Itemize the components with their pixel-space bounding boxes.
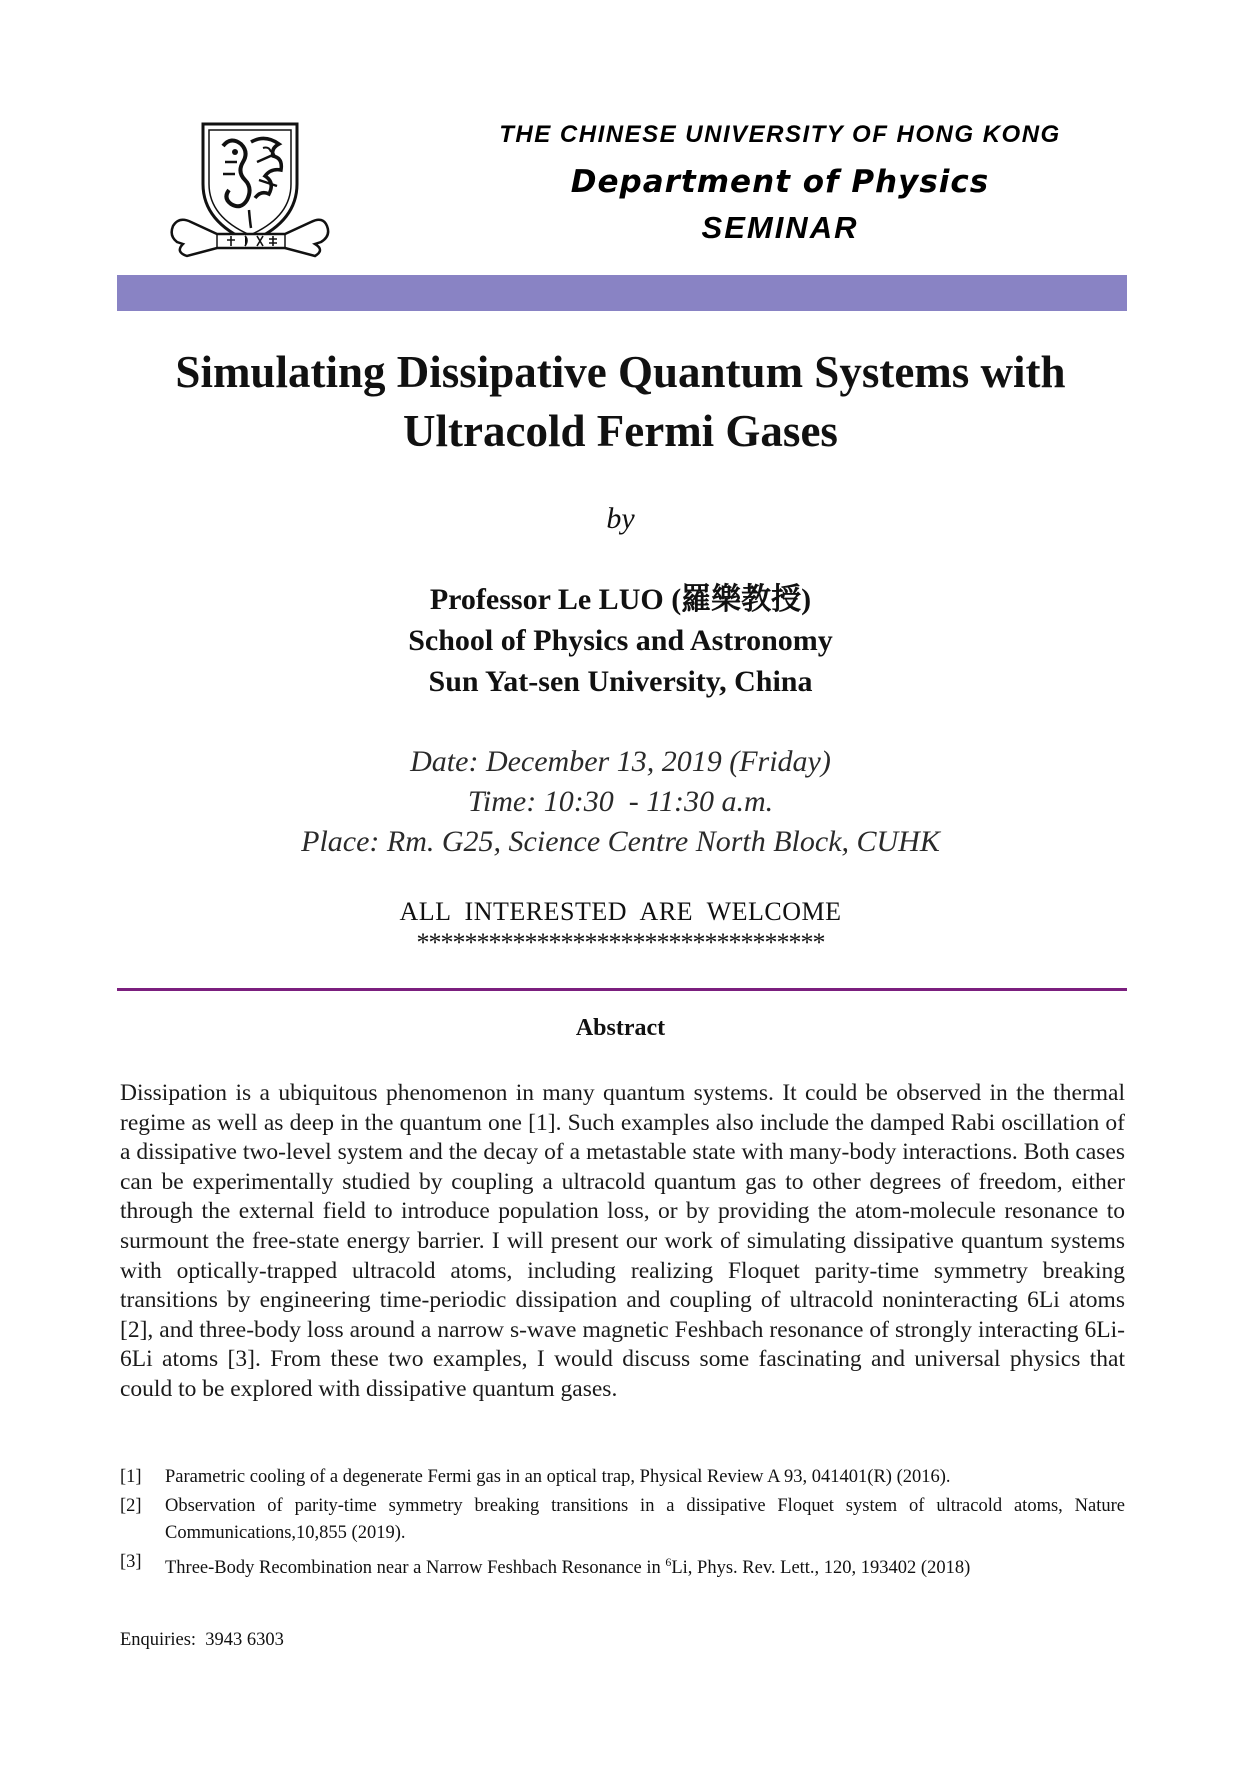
abstract-heading: Abstract [575, 1015, 666, 1041]
university-name: THE CHINESE UNIVERSITY OF HONG KONG [499, 121, 1061, 148]
speaker-block [0, 579, 1241, 702]
reference-number: [3] [120, 1552, 142, 1572]
reference-item [120, 1493, 1125, 1547]
department-name: Department of Physics [570, 164, 990, 200]
event-place: Place: Rm. G25, Science Centre North Block, CUHK [301, 825, 940, 858]
talk-title: Simulating Dissipative Quantum Systems with Ultracold Fermi Gases [175, 347, 1066, 456]
reference-item [120, 1549, 1125, 1582]
abstract-body: Dissipation is a ubiquitous phenomenon in many quantum systems. It could be observed in the thermal regime as well as deep in the quantum one [1]. Such examples also include the damped Rabi oscillation of a dissipative two-level system and the decay of a metastable state with many-body interactions. Both cases can be experimentally studied by coupling a ultracold quantum gas to other degrees of freedom, either through the external field to introduce population loss, or by providing the atom-molecule resonance to surmount the free-state energy barrier. I will present our work of simulating dissipative quantum systems with optically-trapped ultracold atoms, including realizing Floquet parity-time symmetry breaking transitions by engineering time-periodic dissipation and coupling of ultracold noninteracting 6Li atoms [2], and three-body loss around a narrow s-wave magnetic Feshbach resonance of strongly interacting 6Li-6Li atoms [3]. From these two examples, I would discuss some fascinating and universal physics that could to be explored with dissipative quantum gases. [120, 1080, 1125, 1402]
reference-number: [2] [120, 1496, 142, 1516]
reference-text-start: Three-Body Recombination near a Narrow Feshbach Resonance in [165, 1558, 666, 1579]
speaker-name: Professor Le LUO (羅樂教授) [429, 583, 812, 616]
isotope-superscript: 6 [665, 1555, 672, 1569]
cuhk-crest-icon [165, 118, 365, 268]
reference-text [165, 1549, 1125, 1582]
star-separator: ********************************** [416, 928, 825, 957]
speaker-school: School of Physics and Astronomy [408, 624, 833, 657]
header-bar [117, 275, 1127, 311]
welcome-message: ALL INTERESTED ARE WELCOME [399, 897, 842, 926]
event-time: Time: 10:30 - 11:30 a.m. [467, 785, 774, 818]
reference-item [120, 1464, 1125, 1491]
header [430, 118, 1130, 248]
by-label: by [606, 502, 635, 535]
event-date: Date: December 13, 2019 (Friday) [410, 745, 831, 778]
event-details [0, 742, 1241, 862]
event-type-label: SEMINAR [701, 210, 859, 245]
speaker-institution: Sun Yat-sen University, China [428, 665, 813, 698]
section-divider [117, 988, 1127, 991]
reference-list [120, 1464, 1125, 1584]
enquiries-contact: Enquiries: 3943 6303 [120, 1630, 284, 1650]
reference-text-end: Li, Phys. Rev. Lett., 120, 193402 (2018) [671, 1558, 971, 1579]
reference-text: Observation of parity-time symmetry breaking transitions in a dissipative Floquet system of ultracold atoms, Nature Communications,10,855 (2019). [165, 1496, 1125, 1543]
reference-text: Parametric cooling of a degenerate Fermi gas in an optical trap, Physical Review A 93, 041401(R) (2016). [165, 1467, 951, 1487]
reference-number: [1] [120, 1467, 142, 1487]
